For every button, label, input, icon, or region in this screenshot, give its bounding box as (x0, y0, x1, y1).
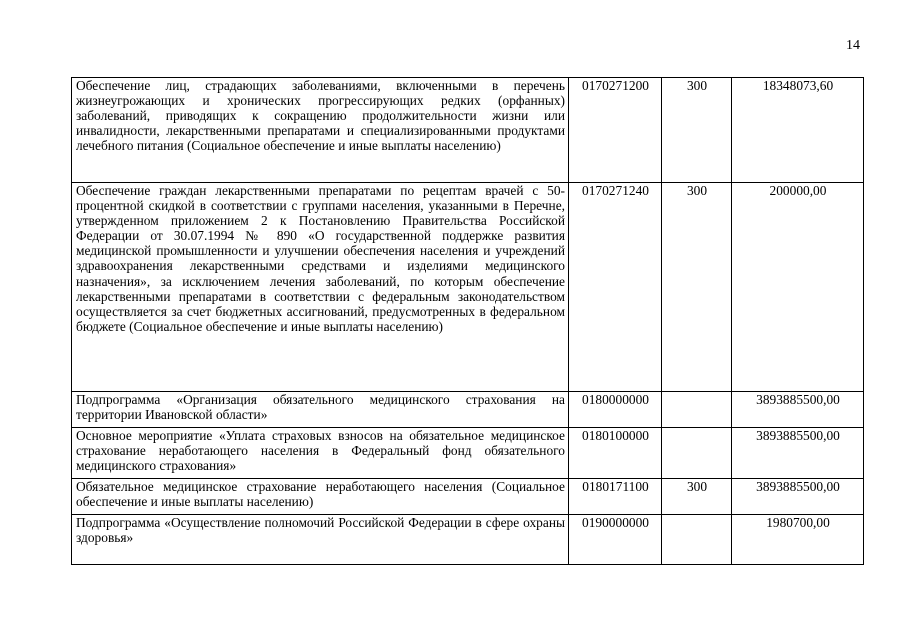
expense-type-code (662, 428, 732, 479)
amount-value: 18348073,60 (732, 78, 864, 183)
expense-type-code (662, 392, 732, 428)
target-article-code: 0190000000 (569, 515, 662, 565)
target-article-code: 0180171100 (569, 479, 662, 515)
table-row (72, 515, 864, 565)
table-row (72, 392, 864, 428)
row-description: Основное мероприятие «Уплата страховых взносов на обязательное медицинское страхование неработающего населения в Федеральный фонд обязательного медицинского страхования» (72, 428, 569, 479)
row-description: Обеспечение лиц, страдающих заболеваниями, включенными в перечень жизнеугрожающих и хронических прогрессирующих редких (орфанных) заболеваний, приводящих к сокращению продолжительности жизни или инвалидности, лекарственными препаратами и специализированными продуктами лечебного питания (Социальное обеспечение и иные выплаты населению) (72, 78, 569, 183)
table-row (72, 183, 864, 392)
expense-type-code: 300 (662, 183, 732, 392)
amount-value: 1980700,00 (732, 515, 864, 565)
table-row (72, 78, 864, 183)
row-description: Подпрограмма «Организация обязательного медицинского страхования на территории Ивановской области» (72, 392, 569, 428)
budget-table (71, 77, 864, 565)
target-article-code: 0180100000 (569, 428, 662, 479)
expense-type-code: 300 (662, 78, 732, 183)
page-number: 14 (846, 38, 860, 53)
amount-value: 3893885500,00 (732, 392, 864, 428)
table-row (72, 479, 864, 515)
amount-value: 3893885500,00 (732, 428, 864, 479)
expense-type-code (662, 515, 732, 565)
target-article-code: 0180000000 (569, 392, 662, 428)
target-article-code: 0170271240 (569, 183, 662, 392)
expense-type-code: 300 (662, 479, 732, 515)
row-description: Обязательное медицинское страхование неработающего населения (Социальное обеспечение и иные выплаты населению) (72, 479, 569, 515)
row-description: Подпрограмма «Осуществление полномочий Российской Федерации в сфере охраны здоровья» (72, 515, 569, 565)
amount-value: 200000,00 (732, 183, 864, 392)
amount-value: 3893885500,00 (732, 479, 864, 515)
table-row (72, 428, 864, 479)
target-article-code: 0170271200 (569, 78, 662, 183)
row-description: Обеспечение граждан лекарственными препаратами по рецептам врачей с 50-процентной скидкой в соответствии с группами населения, указанными в Перечне, утвержденном приложением 2 к Постановлению Правительства Российской Федерации от 30.07.1994 № 890 «О государственной поддержке развития медицинской промышленности и улучшении обеспечения населения и учреждений здравоохранения лекарственными средствами и изделиями медицинского назначения», за исключением лечения заболеваний, по которым обеспечение лекарственными препаратами в соответствии с федеральным законодательством осуществляется за счет бюджетных ассигнований, предусмотренных в федеральном бюджете (Социальное обеспечение и иные выплаты населению) (72, 183, 569, 392)
